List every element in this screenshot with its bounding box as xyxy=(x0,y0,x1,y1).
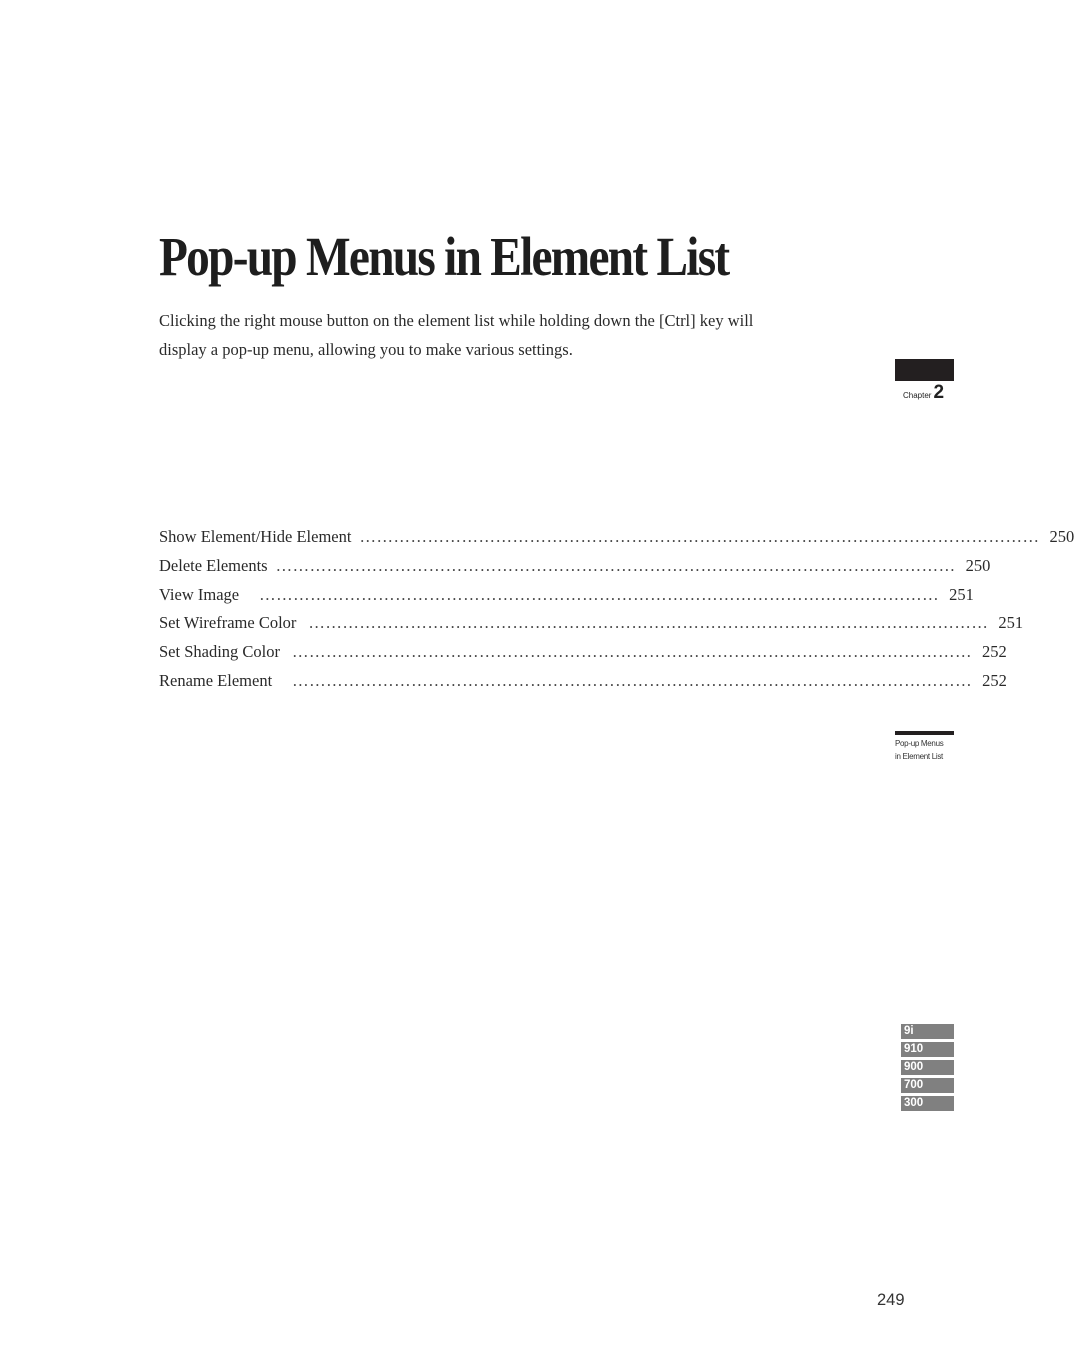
toc-entry-page: 251 xyxy=(949,584,974,604)
toc-leader-dots: ………………………………………………………………………………………………………… xyxy=(359,527,1040,546)
intro-paragraph: Clicking the right mouse button on the element list while holding down the [Ctrl] key will display a pop-up menu, allowing you to make various settings. xyxy=(159,311,754,359)
toc-leader-dots: ………………………………………………………………………………………………………… xyxy=(292,670,973,690)
toc-entry-label: Show Element/Hide Element xyxy=(159,527,352,546)
toc-entry-label: Set Shading Color xyxy=(159,642,281,662)
chapter-label xyxy=(903,382,944,404)
toc-entry-page: 250 xyxy=(965,555,991,575)
page-number: 249 xyxy=(877,1291,905,1309)
toc-leader-dots: ………………………………………………………………………………………………………… xyxy=(308,613,989,633)
section-label xyxy=(895,738,954,763)
toc-entry-label: View Image xyxy=(159,584,240,604)
toc-entry-label: Delete Elements xyxy=(159,555,268,575)
toc-entry-page: 252 xyxy=(982,642,1007,662)
toc-leader-dots: ………………………………………………………………………………………………………… xyxy=(275,555,956,575)
chapter-word: Chapter xyxy=(903,391,932,400)
toc-entry-page: 252 xyxy=(982,670,1007,690)
toc-leader-dots: ………………………………………………………………………………………………………… xyxy=(292,642,973,662)
toc-entry[interactable] xyxy=(159,523,1074,552)
model-tab: 910 xyxy=(901,1042,954,1057)
model-tabs xyxy=(901,1024,954,1114)
model-tab: 900 xyxy=(901,1060,954,1075)
toc-entry[interactable] xyxy=(159,638,1007,667)
toc-entry-page: 250 xyxy=(1049,527,1074,546)
section-label-line: Pop-up Menus xyxy=(895,739,944,748)
table-of-contents xyxy=(159,523,1074,696)
model-tab: 700 xyxy=(901,1078,954,1093)
toc-entry[interactable] xyxy=(159,581,974,610)
toc-entry[interactable] xyxy=(159,609,1024,638)
section-label-line: in Element List xyxy=(895,751,943,761)
page-title: Pop-up Menus in Element List xyxy=(159,226,729,287)
model-tab: 9i xyxy=(901,1024,954,1039)
chapter-number: 2 xyxy=(933,382,945,403)
toc-leader-dots: ………………………………………………………………………………………………………… xyxy=(259,584,940,604)
toc-entry-page: 251 xyxy=(998,613,1024,633)
toc-entry-label: Rename Element xyxy=(159,670,273,690)
model-tab: 300 xyxy=(901,1096,954,1111)
toc-entry[interactable] xyxy=(159,552,991,581)
chapter-tab-marker xyxy=(895,359,954,381)
section-tab-marker xyxy=(895,731,954,735)
toc-entry-label: Set Wireframe Color xyxy=(159,613,297,633)
toc-entry[interactable] xyxy=(159,667,1007,696)
